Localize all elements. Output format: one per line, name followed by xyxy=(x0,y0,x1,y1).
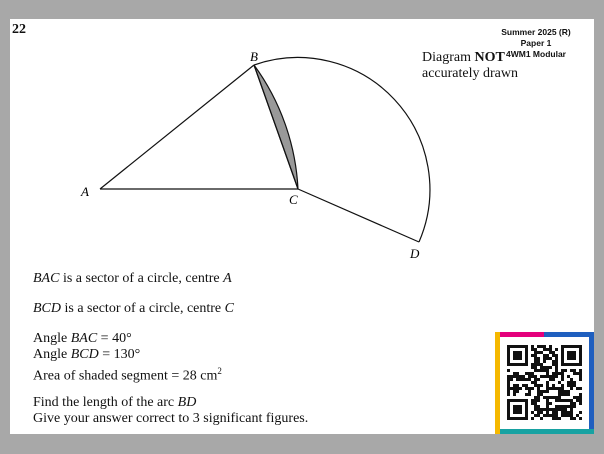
question-text xyxy=(33,271,308,427)
radius-AB xyxy=(100,65,254,189)
chord-BC xyxy=(254,65,298,189)
diagram-note xyxy=(422,50,518,82)
question-sheet xyxy=(10,19,594,434)
point-label-D: D xyxy=(410,246,420,261)
find-instruction: Find the length of the arc BD xyxy=(33,394,197,410)
angle-BAC: Angle BAC = 40° xyxy=(33,331,132,346)
arc-BD xyxy=(254,57,430,242)
question-number: 22 xyxy=(12,22,26,37)
point-label-B: B xyxy=(250,49,258,64)
note-line2: accurately drawn xyxy=(422,66,518,81)
paper-number: Paper 1 xyxy=(520,38,552,48)
note-bold: NOT xyxy=(474,50,505,65)
point-label-A: A xyxy=(81,184,89,199)
accuracy-instruction: Give your answer correct to 3 significant figures. xyxy=(33,410,309,426)
radius-CD xyxy=(298,189,419,242)
statement-sector-BAC: BAC is a sector of a circle, centre A xyxy=(33,271,232,286)
paper-session: Summer 2025 (R) xyxy=(501,27,571,37)
shaded-area: Area of shaded segment = 28 $cm^2$ xyxy=(33,366,222,384)
qr-code-icon xyxy=(495,332,594,434)
angle-BCD: Angle BCD = 130° xyxy=(33,347,141,362)
paper-code: 4WM1 Modular xyxy=(506,49,566,59)
statement-sector-BCD: BCD is a sector of a circle, centre C xyxy=(33,301,234,316)
point-label-C: C xyxy=(289,192,298,207)
note-prefix: Diagram xyxy=(422,50,475,65)
